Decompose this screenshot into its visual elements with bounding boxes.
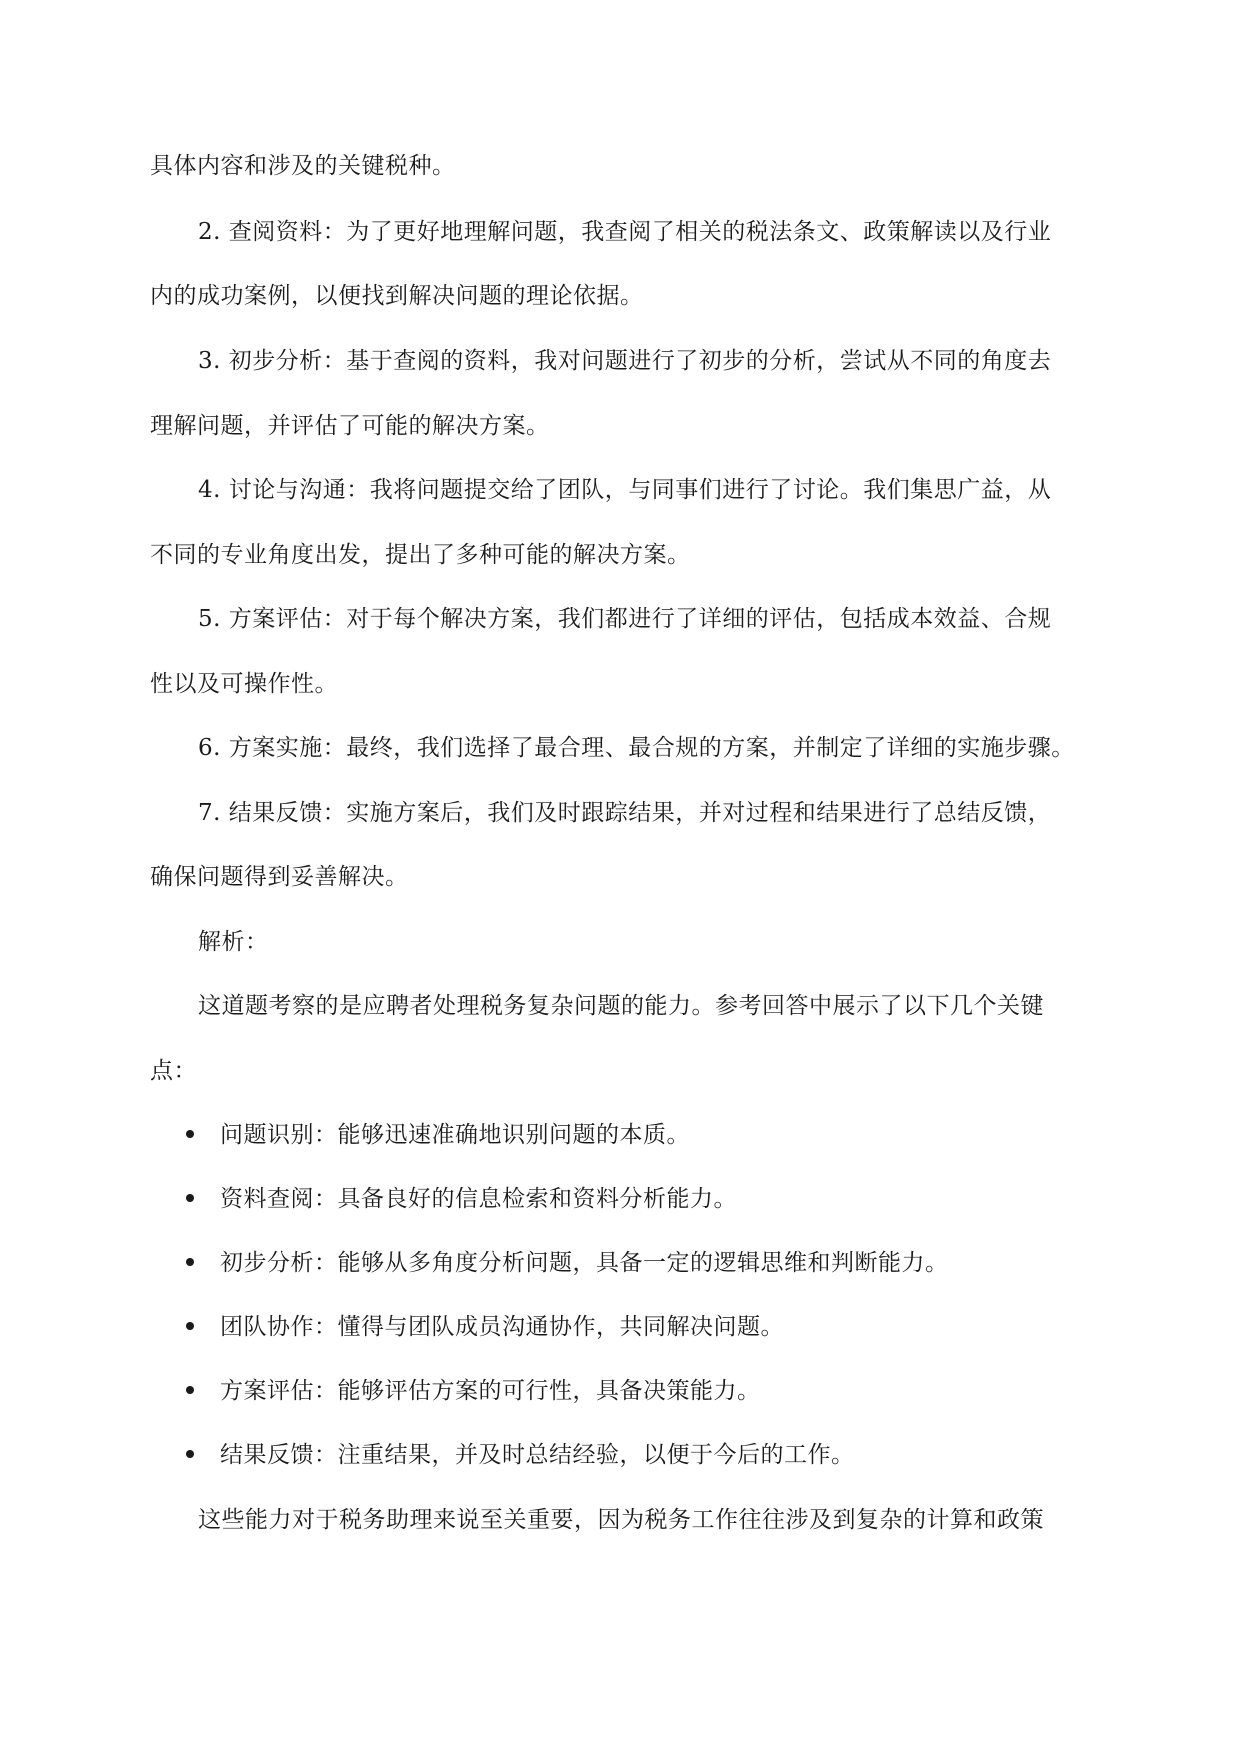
list-item-text: 初步分析：能够从多角度分析问题，具备一定的逻辑思维和判断能力。 (220, 1250, 949, 1276)
paragraph-line: 6. 方案实施：最终，我们选择了最合理、最合规的方案，并制定了详细的实施步骤。 (198, 735, 1075, 761)
paragraph-line: 3. 初步分析：基于查阅的资料，我对问题进行了初步的分析，尝试从不同的角度去 (198, 348, 1052, 374)
list-item (186, 1119, 690, 1151)
bullet-icon (186, 1130, 194, 1138)
paragraph-line: 2. 查阅资料：为了更好地理解问题，我查阅了相关的税法条文、政策解读以及行业 (198, 219, 1052, 245)
paragraph-line: 这些能力对于税务助理来说至关重要，因为税务工作往往涉及到复杂的计算和政策 (198, 1507, 1044, 1533)
list-item (186, 1375, 761, 1407)
list-item (186, 1247, 949, 1279)
list-item (186, 1439, 855, 1471)
paragraph-line: 不同的专业角度出发，提出了多种可能的解决方案。 (150, 542, 691, 568)
list-item (186, 1183, 737, 1215)
paragraph-line: 确保问题得到妥善解决。 (150, 864, 409, 890)
bullet-icon (186, 1194, 194, 1202)
paragraph-line: 这道题考察的是应聘者处理税务复杂问题的能力。参考回答中展示了以下几个关键 (198, 993, 1044, 1019)
list-item-text: 结果反馈：注重结果，并及时总结经验，以便于今后的工作。 (220, 1442, 855, 1468)
bullet-icon (186, 1322, 194, 1330)
list-item-text: 方案评估：能够评估方案的可行性，具备决策能力。 (220, 1378, 761, 1404)
paragraph-line: 内的成功案例，以便找到解决问题的理论依据。 (150, 283, 644, 309)
bullet-icon (186, 1386, 194, 1394)
section-label: 解析： (198, 929, 269, 955)
list-item (186, 1311, 784, 1343)
bullet-icon (186, 1258, 194, 1266)
paragraph-line: 理解问题，并评估了可能的解决方案。 (150, 413, 550, 439)
list-item-text: 团队协作：懂得与团队成员沟通协作，共同解决问题。 (220, 1314, 784, 1340)
paragraph-line: 性以及可操作性。 (150, 671, 338, 697)
paragraph-line: 点： (150, 1058, 197, 1084)
paragraph-line: 4. 讨论与沟通：我将问题提交给了团队，与同事们进行了讨论。我们集思广益，从 (198, 477, 1052, 503)
bullet-icon (186, 1450, 194, 1458)
paragraph-line: 7. 结果反馈：实施方案后，我们及时跟踪结果，并对过程和结果进行了总结反馈， (198, 800, 1052, 826)
paragraph-line: 具体内容和涉及的关键税种。 (150, 153, 456, 179)
list-item-text: 问题识别：能够迅速准确地识别问题的本质。 (220, 1122, 690, 1148)
paragraph-line: 5. 方案评估：对于每个解决方案，我们都进行了详细的评估，包括成本效益、合规 (198, 606, 1052, 632)
list-item-text: 资料查阅：具备良好的信息检索和资料分析能力。 (220, 1186, 737, 1212)
